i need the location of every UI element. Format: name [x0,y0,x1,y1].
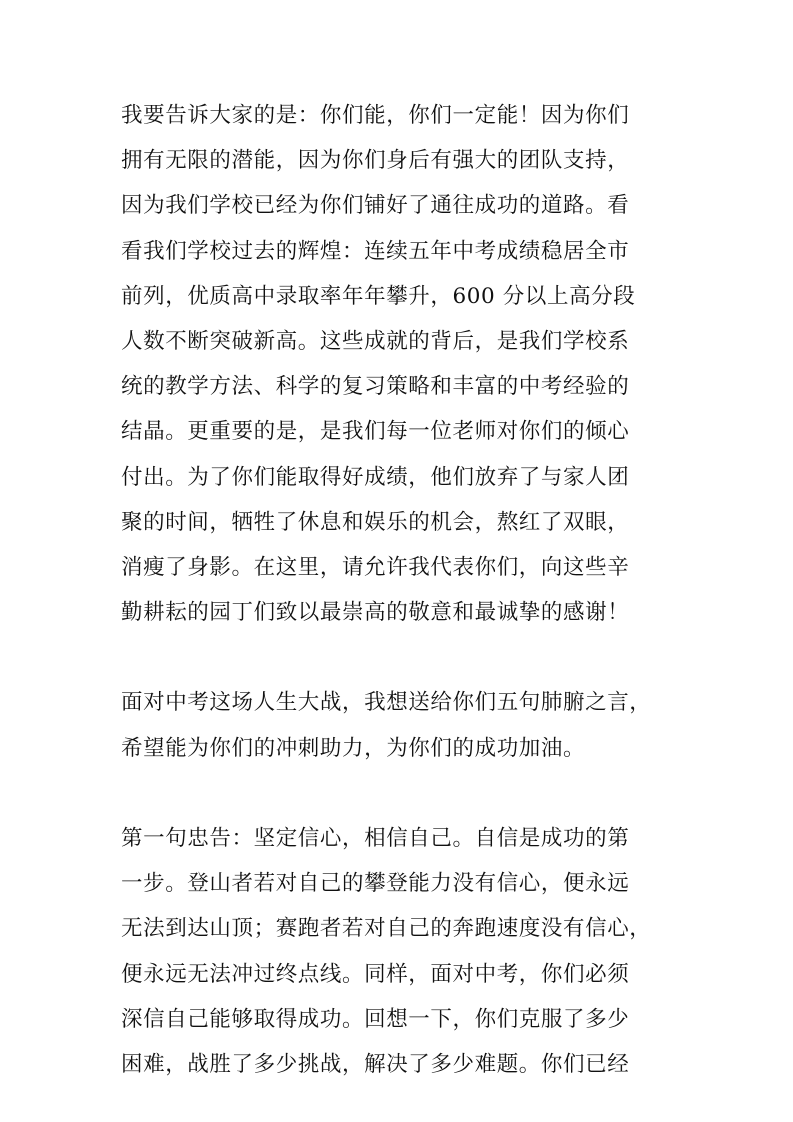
text-line: 一步。登山者若对自己的攀登能力没有信心，便永远 [121,871,630,897]
text-line: 消瘦了身影。在这里，请允许我代表你们，向这些辛 [121,554,630,580]
paragraph-2 [121,680,676,770]
text-line: 困难，战胜了多少挑战，解决了多少难题。你们已经 [121,1051,630,1077]
text-line: 面对中考这场人生大战，我想送给你们五句肺腑之言， [121,690,652,716]
text-line: 结晶。更重要的是，是我们每一位老师对你们的倾心 [121,419,630,445]
paragraph-1 [121,93,676,635]
text-line: 前列，优质高中录取率年年攀升，600 分以上高分段 [121,283,636,309]
text-line: 我要告诉大家的是：你们能，你们一定能！因为你们 [121,103,630,128]
text-line: 深信自己能够取得成功。回想一下，你们克服了多少 [121,1006,630,1032]
text-line: 人数不断突破新高。这些成就的背后，是我们学校系 [121,328,630,354]
text-line: 无法到达山顶；赛跑者若对自己的奔跑速度没有信心， [121,916,652,942]
text-line: 勤耕耘的园丁们致以最崇高的敬意和最诚挚的感谢！ [121,600,630,626]
paragraph-3 [121,816,676,1087]
text-line: 付出。为了你们能取得好成绩，他们放弃了与家人团 [121,464,630,490]
text-line: 聚的时间，牺牲了休息和娱乐的机会，熬红了双眼， [121,509,630,535]
document-body [121,93,676,1087]
text-line: 第一句忠告：坚定信心，相信自己。自信是成功的第 [121,826,630,851]
text-line: 希望能为你们的冲刺助力，为你们的成功加油。 [121,735,586,761]
text-line: 便永远无法冲过终点线。同样，面对中考，你们必须 [121,961,630,987]
text-line: 因为我们学校已经为你们铺好了通往成功的道路。看 [121,193,630,219]
text-line: 统的教学方法、科学的复习策略和丰富的中考经验的 [121,374,630,400]
text-line: 拥有无限的潜能，因为你们身后有强大的团队支持， [121,148,630,174]
text-line: 看我们学校过去的辉煌：连续五年中考成绩稳居全市 [121,238,630,264]
